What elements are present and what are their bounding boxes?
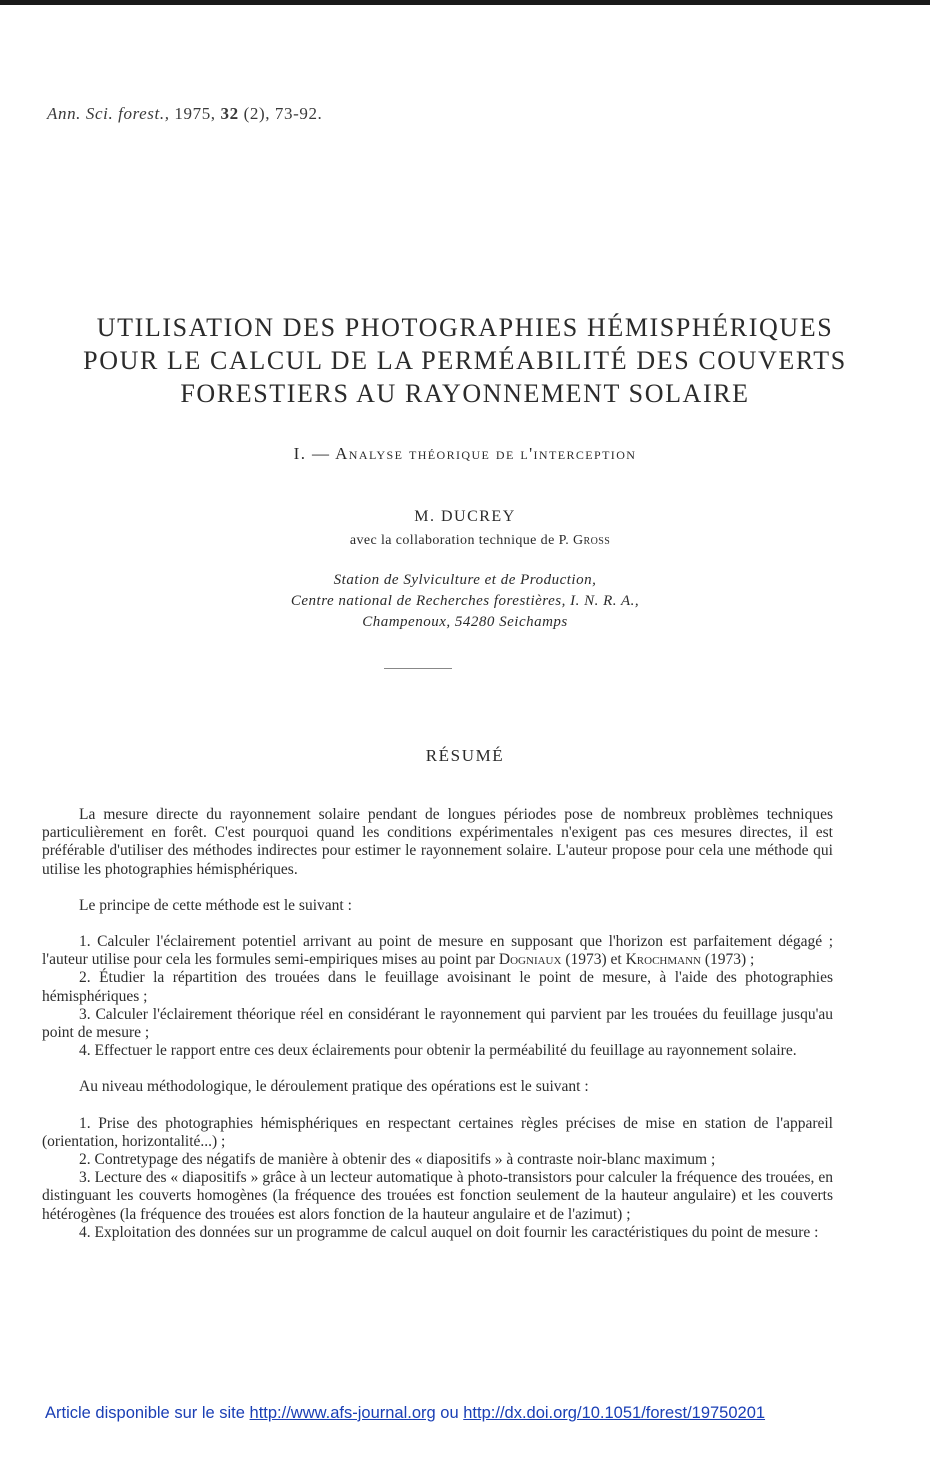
affiliation-line: Champenoux, 54280 Seichamps	[362, 614, 568, 630]
journal-year: 1975,	[174, 104, 216, 123]
title-line: FORESTIERS AU RAYONNEMENT SOLAIRE	[180, 379, 750, 408]
affiliation-line: Centre national de Recherches forestières, I. N. R. A.,	[290, 593, 640, 609]
list-item: 3. Lecture des « diapositifs » grâce à un lecteur automatique à photo-transistors pour calculer la fréquence des trouées, en distinguant les couverts homogènes (la fréquence des trouées est fonction seulement de la hauteur angulaire) et les couverts hétérogènes (la fréquence des trouées est alors fonction de la hauteur angulaire et de l'azimut) ;	[42, 1169, 833, 1223]
abstract-paragraph: Le principe de cette méthode est le suivant :	[79, 896, 352, 914]
list-item-text: (1973) et	[565, 951, 622, 969]
cited-author: Krochmann	[625, 951, 701, 969]
paper-title	[40, 311, 890, 410]
section-divider	[384, 668, 452, 669]
availability-footer	[45, 1404, 765, 1423]
collaboration-prefix: avec la collaboration technique de P.	[349, 533, 570, 548]
list-item: 1. Prise des photographies hémisphériques en respectant certaines règles précises de mise en station de l'appareil (orientation, horizontalité...) ;	[42, 1114, 833, 1150]
affiliation-line: Station de Sylviculture et de Production,	[333, 572, 597, 588]
footer-middle: ou	[440, 1404, 459, 1422]
list-item	[42, 933, 833, 969]
journal-name: Ann. Sci. forest.,	[47, 104, 170, 123]
list-item: 3. Calculer l'éclairement théorique réel en considérant le rayonnement qui parvient par les trouées du feuillage jusqu'au point de mesure ;	[42, 1005, 833, 1042]
author-name: M. DUCREY	[414, 508, 516, 525]
abstract-paragraph: La mesure directe du rayonnement solaire pendant de longues périodes pose de nombreux problèmes techniques particulièrement en forêt. C'est pourquoi quand les conditions expérimentales n'exigent pas ces mesures directes, il est préférable d'utiliser des méthodes indirectes pour estimer le rayonnement solaire. L'auteur propose pour cela une méthode qui utilise les photographies hémisphériques.	[42, 806, 833, 878]
doi-link[interactable]: http://dx.doi.org/10.1051/forest/19750201	[463, 1404, 766, 1422]
top-border-rule	[0, 0, 930, 5]
title-line: UTILISATION DES PHOTOGRAPHIES HÉMISPHÉRIQUES	[96, 313, 834, 342]
cited-author: Dogniaux	[498, 951, 562, 969]
title-line: POUR LE CALCUL DE LA PERMÉABILITÉ DES COUVERTS	[83, 346, 847, 375]
collaborator-name: Gross	[573, 533, 611, 548]
journal-issue-pages: (2), 73-92.	[243, 104, 323, 123]
list-item-text: (1973) ;	[704, 951, 755, 969]
abstract-body	[42, 806, 833, 1242]
abstract-paragraph: Au niveau méthodologique, le déroulement pratique des opérations est le suivant :	[79, 1078, 589, 1096]
list-item: 4. Effectuer le rapport entre ces deux éclairements pour obtenir la perméabilité du feuillage au rayonnement solaire.	[79, 1042, 797, 1060]
list-item: 2. Étudier la répartition des trouées dans le feuillage avoisinant le point de mesure, à l'aide des photographies hémisphériques ;	[42, 969, 833, 1005]
resume-heading: RÉSUMÉ	[425, 746, 505, 765]
list-item-text: 1. Calculer l'éclairement potentiel arrivant au point de mesure en supposant que l'horizon est parfaitement dégagé ; l'auteur utilise pour cela les formules semi-empiriques mises au point par	[42, 933, 833, 969]
journal-citation	[47, 104, 322, 124]
affiliation	[40, 570, 890, 633]
list-item: 4. Exploitation des données sur un programme de calcul auquel on doit fournir les caractéristiques du point de mesure :	[79, 1223, 819, 1241]
list-item: 2. Contretypage des négatifs de manière à obtenir des « diapositifs » à contraste noir-blanc maximum ;	[79, 1151, 716, 1169]
journal-site-link[interactable]: http://www.afs-journal.org	[249, 1404, 436, 1422]
footer-prefix: Article disponible sur le site	[45, 1404, 245, 1422]
journal-volume: 32	[220, 104, 239, 123]
collaboration-line	[40, 533, 920, 549]
paper-subtitle: I. — Analyse théorique de l'interception	[293, 444, 637, 463]
